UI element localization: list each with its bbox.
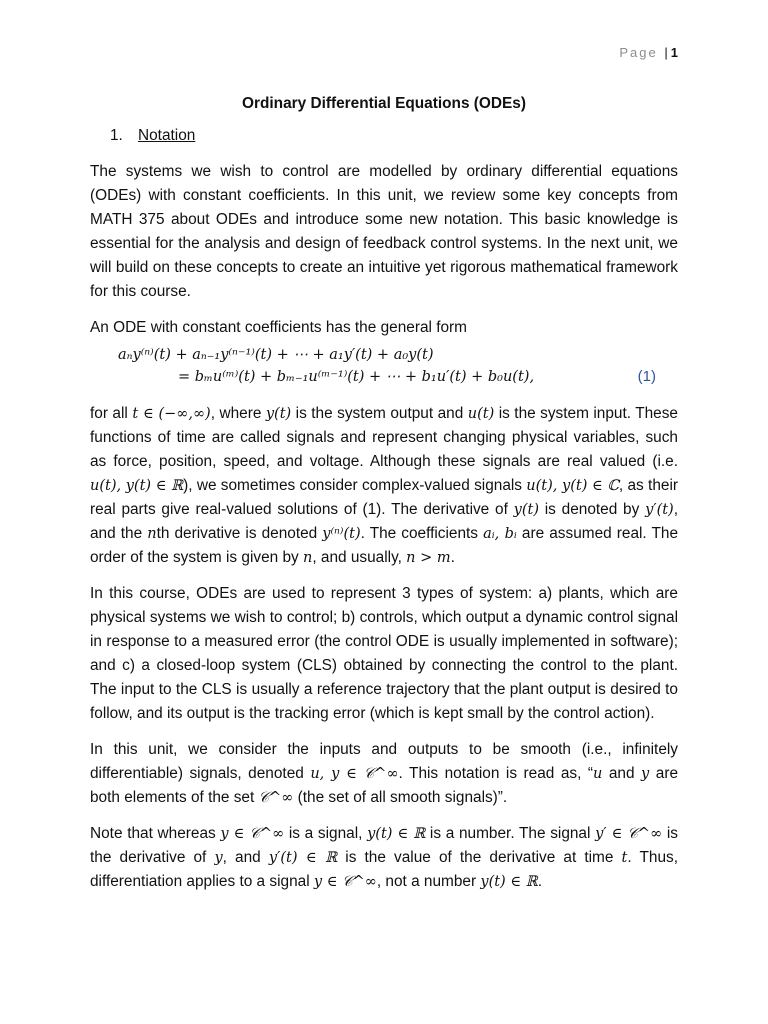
math-inline: y′(t)	[645, 502, 674, 518]
math-inline: n	[147, 526, 157, 542]
math-inline: y ∈ 𝒞^∞	[313, 874, 377, 890]
math-inline: y⁽ⁿ⁾(t)	[322, 526, 361, 542]
math-inline: u	[593, 766, 603, 782]
math-inline: y	[641, 766, 650, 782]
math-inline: t ∈ (−∞,∞)	[132, 406, 211, 422]
equation-line-1: aₙy⁽ⁿ⁾(t) + aₙ₋₁y⁽ⁿ⁻¹⁾(t) + ⋯ + a₁y′(t) + a₀y(t)	[118, 347, 434, 363]
math-inline: y ∈ 𝒞^∞	[220, 826, 285, 842]
math-inline: n > m	[406, 550, 451, 566]
math-inline: y′(t) ∈ ℝ	[268, 850, 338, 866]
math-inline: y(t) ∈ ℝ	[367, 826, 426, 842]
paragraph-signals: for all t ∈ (−∞,∞), where y(t) is the system output and u(t) is the system input. These functions of time are called signals and represent changing physical variables, such as force, position, speed, and voltage. Although these signals are real valued (i.e. u(t), y(t) ∈ ℝ), we sometimes consider complex-valued signals u(t), y(t) ∈ ℂ, as their real parts give real-valued solutions of (1). The derivative of y(t) is denoted by y′(t), and the nth derivative is denoted y⁽ⁿ⁾(t). The coefficients aᵢ, bᵢ are assumed real. The order of the system is given by n, and usually, n > m.	[90, 405, 679, 566]
paragraph-system-types: In this course, ODEs are used to represent 3 types of system: a) plants, which are physical systems we wish to control; b) controls, which output a dynamic control signal in response to a measured error (the control ODE is usually implemented in software); and c) a closed-loop system (CLS) obtained by connecting the control to the plant. The input to the CLS is usually a reference trajectory that the plant output is desired to follow, and its output is the tracking error (which is kept small by the control action).	[90, 585, 678, 722]
page-header	[619, 45, 678, 60]
math-inline: u(t), y(t) ∈ ℂ	[526, 478, 619, 494]
document-title: Ordinary Differential Equations (ODEs)	[242, 95, 526, 112]
math-inline: 𝒞^∞	[258, 790, 294, 806]
math-inline: y(t)	[265, 406, 292, 422]
paragraph-general-form: An ODE with constant coefficients has the general form	[90, 319, 467, 336]
math-inline: u(t)	[467, 406, 495, 422]
math-inline: y(t) ∈ ℝ	[480, 874, 538, 890]
math-inline: t	[621, 850, 628, 866]
section-heading	[90, 124, 678, 148]
math-inline: y(t)	[513, 502, 539, 518]
section-number: 1.	[110, 127, 123, 144]
math-inline: u, y ∈ 𝒞^∞	[310, 766, 399, 782]
paragraph-smooth-signals: In this unit, we consider the inputs and outputs to be smooth (i.e., infinitely differentiable) signals, denoted u, y ∈ 𝒞^∞. This notation is read as, “u and y are both elements of the set 𝒞^∞ (the set of all smooth signals)”.	[90, 741, 679, 806]
page-separator: |	[664, 45, 670, 60]
equation-number: (1)	[637, 368, 656, 385]
math-inline: y	[214, 850, 223, 866]
document-body	[90, 92, 678, 906]
paragraph-signal-vs-number: Note that whereas y ∈ 𝒞^∞ is a signal, y(t) ∈ ℝ is a number. The signal y′ ∈ 𝒞^∞ is the derivative of y, and y′(t) ∈ ℝ is the value of the derivative at time t. Thus, differentiation applies to a signal y ∈ 𝒞^∞, not a number y(t) ∈ ℝ.	[90, 825, 678, 890]
page-label: Page	[619, 45, 658, 60]
math-inline: y′ ∈ 𝒞^∞	[595, 826, 663, 842]
equation-line-2: = bₘu⁽ᵐ⁾(t) + bₘ₋₁u⁽ᵐ⁻¹⁾(t) + ⋯ + b₁u′(t) + b₀u(t),	[178, 369, 535, 385]
page-number: 1	[670, 45, 678, 60]
math-inline: n	[303, 550, 313, 566]
math-inline: u(t), y(t) ∈ ℝ	[90, 478, 184, 494]
equation-1	[90, 344, 678, 394]
paragraph-intro: The systems we wish to control are modelled by ordinary differential equations (ODEs) with constant coefficients. In this unit, we review some key concepts from MATH 375 about ODEs and introduce some new notation. This basic knowledge is essential for the analysis and design of feedback control systems. In the next unit, we will build on these concepts to create an intuitive yet rigorous mathematical framework for this course.	[90, 163, 678, 300]
section-title: Notation	[138, 127, 196, 144]
math-inline: aᵢ, bᵢ	[483, 526, 517, 542]
